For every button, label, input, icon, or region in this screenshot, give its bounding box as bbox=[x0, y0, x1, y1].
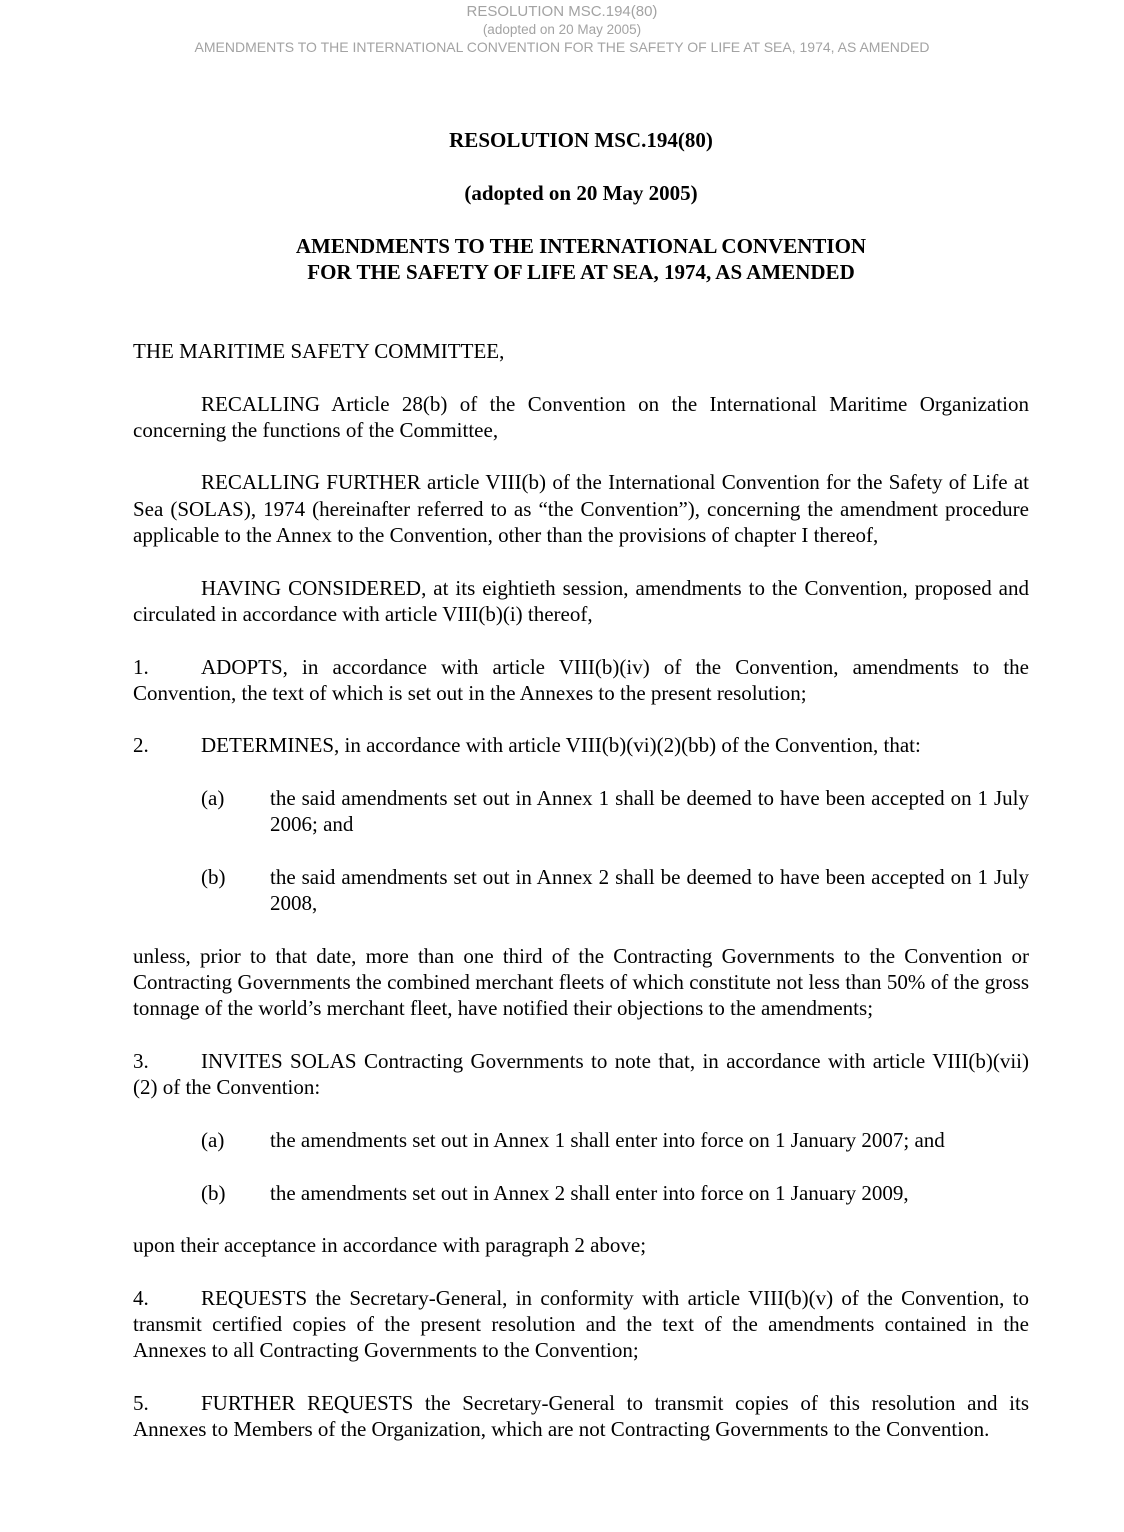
operative-paragraph-3 bbox=[133, 1048, 1029, 1101]
sub-item bbox=[201, 785, 1029, 838]
sub-item-letter: (a) bbox=[201, 1127, 225, 1152]
paragraph-text: ADOPTS, in accordance with article VIII(b)(iv) of the Convention, amendments to the Convention, the text of which is set out in the Annexes to the present resolution; bbox=[133, 654, 1029, 705]
paragraph-number: 4. bbox=[133, 1285, 149, 1310]
paragraph-text: REQUESTS the Secretary-General, in conformity with article VIII(b)(v) of the Convention, to transmit certified copies of the present resolution and the text of the amendments contained in the Annexes to all Contracting Governments to the Convention; bbox=[133, 1285, 1029, 1363]
subject-title-line2: FOR THE SAFETY OF LIFE AT SEA, 1974, AS AMENDED bbox=[307, 260, 855, 284]
recalling-further-paragraph: RECALLING FURTHER article VIII(b) of the International Convention for the Safety of Life at Sea (SOLAS), 1974 (hereinafter referred to as “the Convention”), concerning the amendment procedure applicable to the Annex to the Convention, other than the provisions of chapter I thereof, bbox=[133, 470, 1029, 548]
paragraph-text: FURTHER REQUESTS the Secretary-General to transmit copies of this resolution and its Annexes to Members of the Organization, which are not Contracting Governments to the Convention. bbox=[133, 1390, 1029, 1442]
resolution-title: RESOLUTION MSC.194(80) bbox=[449, 128, 713, 152]
resolution-body bbox=[133, 338, 1029, 1469]
running-header-adopted: (adopted on 20 May 2005) bbox=[482, 22, 642, 37]
operative-paragraph-2 bbox=[133, 732, 1029, 758]
sub-item-text: the amendments set out in Annex 2 shall enter into force on 1 January 2009, bbox=[270, 1180, 909, 1205]
paragraph-text: DETERMINES, in accordance with article VIII(b)(vi)(2)(bb) of the Convention, that: bbox=[201, 733, 921, 758]
sub-item-text: the said amendments set out in Annex 2 shall be deemed to have been accepted on 1 July 2008, bbox=[270, 864, 1029, 916]
subject-title-line1: AMENDMENTS TO THE INTERNATIONAL CONVENTION bbox=[295, 234, 867, 258]
sub-item bbox=[201, 1180, 1029, 1206]
operative-paragraph-5 bbox=[133, 1390, 1029, 1443]
operative-paragraph-1 bbox=[133, 654, 1029, 707]
paragraph-3-continuation: upon their acceptance in accordance with paragraph 2 above; bbox=[133, 1233, 647, 1258]
sub-item-letter: (b) bbox=[201, 1180, 226, 1205]
operative-paragraph-4 bbox=[133, 1285, 1029, 1364]
subject-title bbox=[133, 233, 1029, 285]
paragraph-number: 1. bbox=[133, 654, 149, 679]
sub-item-text: the said amendments set out in Annex 1 shall be deemed to have been accepted on 1 July 2006; and bbox=[270, 786, 1029, 837]
adopted-date: (adopted on 20 May 2005) bbox=[464, 181, 698, 205]
sub-item bbox=[201, 864, 1029, 917]
running-header-subject: AMENDMENTS TO THE INTERNATIONAL CONVENTION FOR THE SAFETY OF LIFE AT SEA, 1974, AS AMENDED bbox=[194, 39, 930, 55]
paragraph-number: 2. bbox=[133, 733, 149, 758]
recalling-paragraph: RECALLING Article 28(b) of the Convention on the International Maritime Organization concerning the functions of the Committee, bbox=[133, 391, 1029, 442]
paragraph-number: 3. bbox=[133, 1049, 149, 1074]
running-header bbox=[0, 3, 1124, 56]
running-header-resolution: RESOLUTION MSC.194(80) bbox=[466, 3, 658, 20]
sub-item-letter: (b) bbox=[201, 864, 226, 889]
sub-item-letter: (a) bbox=[201, 786, 225, 811]
committee-heading: THE MARITIME SAFETY COMMITTEE, bbox=[133, 339, 505, 363]
paragraph-2-continuation: unless, prior to that date, more than one third of the Contracting Governments to the Convention or Contracting Governments the combined merchant fleets of which constitute not less than 50% of the gross tonnage of the world’s merchant fleet, have notified their objections to the amendments; bbox=[133, 943, 1029, 1021]
having-considered-paragraph: HAVING CONSIDERED, at its eightieth session, amendments to the Convention, proposed and circulated in accordance with article VIII(b)(i) thereof, bbox=[133, 575, 1029, 626]
paragraph-number: 5. bbox=[133, 1390, 149, 1415]
sub-item bbox=[201, 1127, 1029, 1153]
paragraph-text: INVITES SOLAS Contracting Governments to note that, in accordance with article VIII(b)(vii)(2) of the Convention: bbox=[133, 1049, 1029, 1100]
sub-item-text: the amendments set out in Annex 1 shall enter into force on 1 January 2007; and bbox=[270, 1127, 945, 1152]
